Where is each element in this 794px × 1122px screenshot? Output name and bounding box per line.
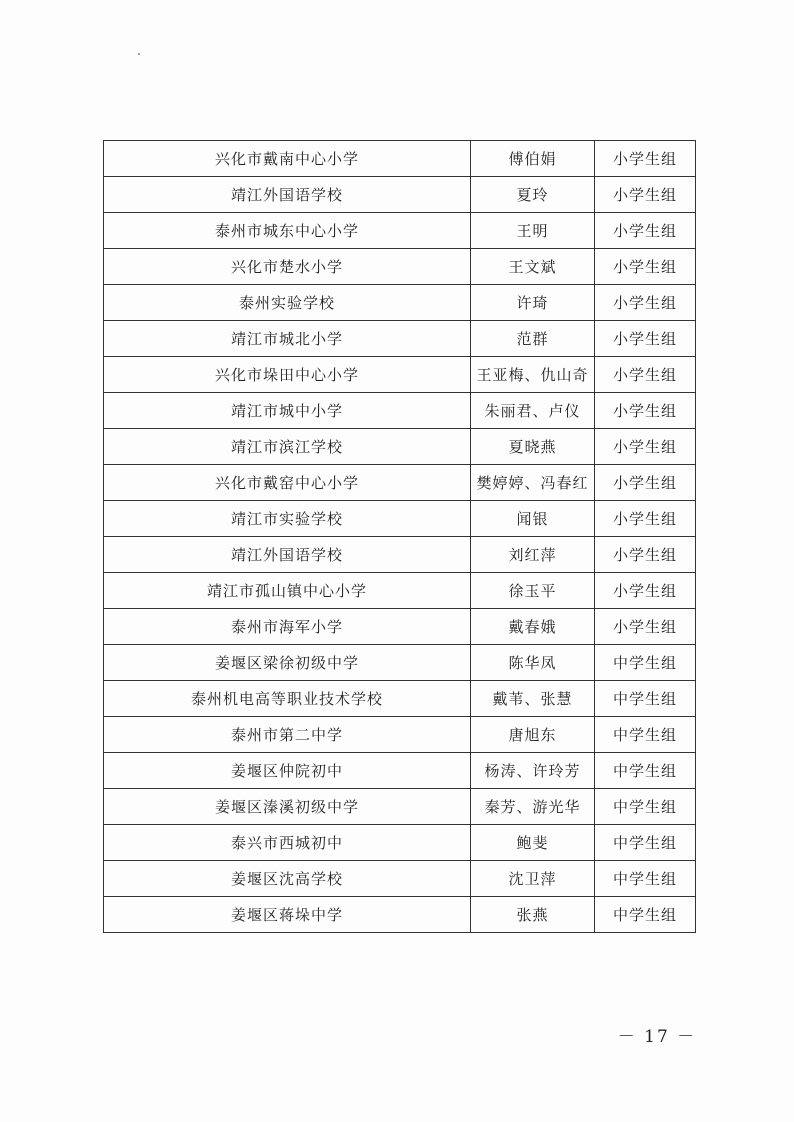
group-cell: 中学生组 — [595, 789, 696, 825]
teacher-name-cell: 戴春娥 — [471, 609, 595, 645]
table-row — [104, 429, 696, 465]
school-cell: 兴化市垛田中心小学 — [104, 357, 471, 393]
school-cell: 姜堰区沈高学校 — [104, 861, 471, 897]
group-cell: 小学生组 — [595, 213, 696, 249]
table-body — [104, 141, 696, 933]
table-row — [104, 717, 696, 753]
table-row — [104, 357, 696, 393]
group-cell: 小学生组 — [595, 393, 696, 429]
teacher-name-cell: 鲍斐 — [471, 825, 595, 861]
group-cell: 小学生组 — [595, 321, 696, 357]
page-number: － 17 － — [617, 1027, 697, 1047]
group-cell: 小学生组 — [595, 177, 696, 213]
school-cell: 兴化市戴窑中心小学 — [104, 465, 471, 501]
table-row — [104, 285, 696, 321]
group-cell: 中学生组 — [595, 861, 696, 897]
school-cell: 姜堰区蒋垛中学 — [104, 897, 471, 933]
table-row — [104, 825, 696, 861]
school-cell: 泰州机电高等职业技术学校 — [104, 681, 471, 717]
school-cell: 泰州市海军小学 — [104, 609, 471, 645]
group-cell: 中学生组 — [595, 645, 696, 681]
table-row — [104, 501, 696, 537]
school-cell: 泰兴市西城初中 — [104, 825, 471, 861]
teacher-name-cell: 傅伯娟 — [471, 141, 595, 177]
group-cell: 小学生组 — [595, 429, 696, 465]
school-cell: 靖江市孤山镇中心小学 — [104, 573, 471, 609]
table-row — [104, 465, 696, 501]
table-row — [104, 609, 696, 645]
school-cell: 泰州市第二中学 — [104, 717, 471, 753]
group-cell: 小学生组 — [595, 537, 696, 573]
table-row — [104, 321, 696, 357]
teacher-name-cell: 范群 — [471, 321, 595, 357]
table-row — [104, 393, 696, 429]
group-cell: 小学生组 — [595, 357, 696, 393]
group-cell: 中学生组 — [595, 897, 696, 933]
school-cell: 靖江市滨江学校 — [104, 429, 471, 465]
teacher-name-cell: 沈卫萍 — [471, 861, 595, 897]
teacher-name-cell: 王明 — [471, 213, 595, 249]
teacher-name-cell: 张燕 — [471, 897, 595, 933]
scan-speck — [138, 53, 140, 55]
table-row — [104, 681, 696, 717]
table-row — [104, 573, 696, 609]
award-list-table-container — [103, 140, 695, 933]
table-row — [104, 537, 696, 573]
table-row — [104, 861, 696, 897]
teacher-name-cell: 秦芳、游光华 — [471, 789, 595, 825]
group-cell: 中学生组 — [595, 717, 696, 753]
group-cell: 小学生组 — [595, 285, 696, 321]
table-row — [104, 789, 696, 825]
table-row — [104, 645, 696, 681]
table-row — [104, 753, 696, 789]
school-cell: 姜堰区仲院初中 — [104, 753, 471, 789]
teacher-name-cell: 夏玲 — [471, 177, 595, 213]
teacher-name-cell: 陈华凤 — [471, 645, 595, 681]
school-cell: 姜堰区溱溪初级中学 — [104, 789, 471, 825]
school-cell: 兴化市楚水小学 — [104, 249, 471, 285]
group-cell: 小学生组 — [595, 141, 696, 177]
award-list-table — [103, 140, 696, 933]
teacher-name-cell: 许琦 — [471, 285, 595, 321]
teacher-name-cell: 戴苇、张慧 — [471, 681, 595, 717]
group-cell: 小学生组 — [595, 465, 696, 501]
group-cell: 小学生组 — [595, 249, 696, 285]
group-cell: 中学生组 — [595, 681, 696, 717]
school-cell: 姜堰区梁徐初级中学 — [104, 645, 471, 681]
teacher-name-cell: 唐旭东 — [471, 717, 595, 753]
teacher-name-cell: 杨涛、许玲芳 — [471, 753, 595, 789]
teacher-name-cell: 王亚梅、仇山奇 — [471, 357, 595, 393]
group-cell: 小学生组 — [595, 501, 696, 537]
group-cell: 中学生组 — [595, 753, 696, 789]
school-cell: 泰州市城东中心小学 — [104, 213, 471, 249]
teacher-name-cell: 朱丽君、卢仪 — [471, 393, 595, 429]
school-cell: 泰州实验学校 — [104, 285, 471, 321]
table-row — [104, 177, 696, 213]
school-cell: 靖江市城北小学 — [104, 321, 471, 357]
group-cell: 中学生组 — [595, 825, 696, 861]
school-cell: 靖江市城中小学 — [104, 393, 471, 429]
school-cell: 靖江外国语学校 — [104, 537, 471, 573]
teacher-name-cell: 樊婷婷、冯春红 — [471, 465, 595, 501]
teacher-name-cell: 王文斌 — [471, 249, 595, 285]
teacher-name-cell: 徐玉平 — [471, 573, 595, 609]
teacher-name-cell: 刘红萍 — [471, 537, 595, 573]
table-row — [104, 897, 696, 933]
school-cell: 靖江市实验学校 — [104, 501, 471, 537]
teacher-name-cell: 闻银 — [471, 501, 595, 537]
school-cell: 靖江外国语学校 — [104, 177, 471, 213]
group-cell: 小学生组 — [595, 573, 696, 609]
table-row — [104, 141, 696, 177]
table-row — [104, 249, 696, 285]
table-row — [104, 213, 696, 249]
teacher-name-cell: 夏晓燕 — [471, 429, 595, 465]
school-cell: 兴化市戴南中心小学 — [104, 141, 471, 177]
group-cell: 小学生组 — [595, 609, 696, 645]
